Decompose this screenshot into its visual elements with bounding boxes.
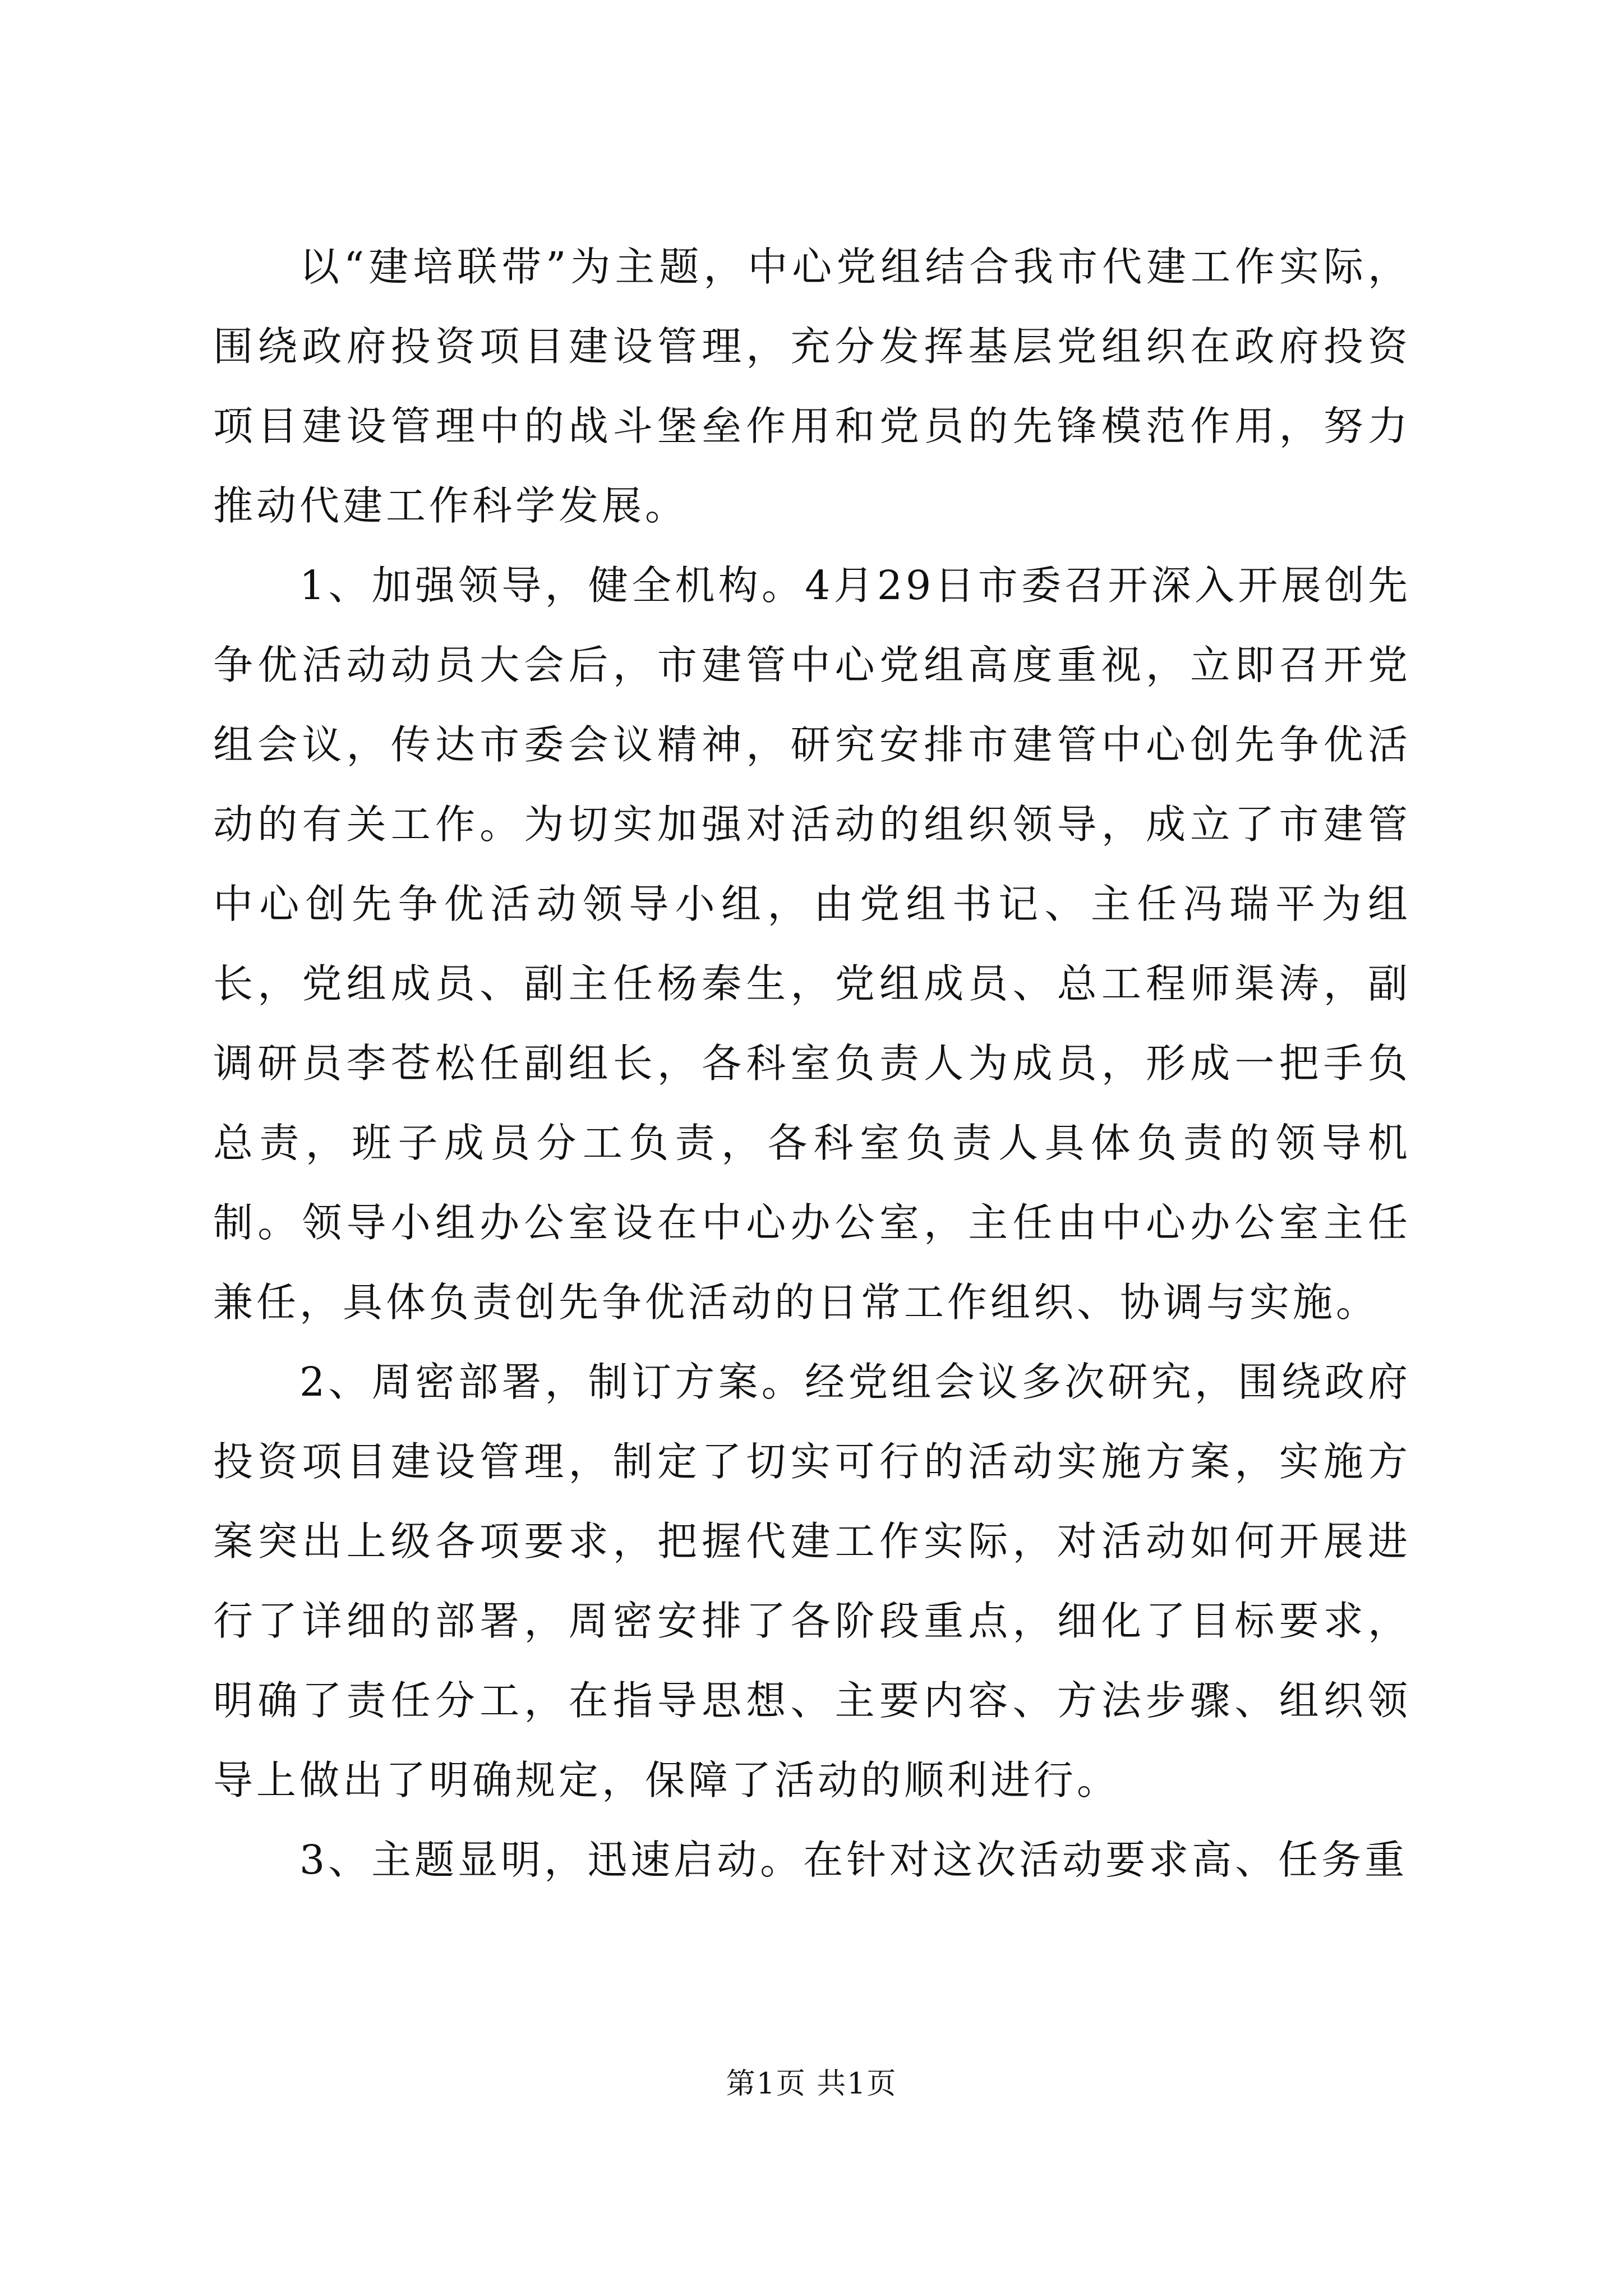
paragraph-2-deployment: 2、周密部署，制订方案。经党组会议多次研究，围绕政府投资项目建设管理，制定了切实可行的活动实施方案，实施方案突出上级各项要求，把握代建工作实际，对活动如何开展进行了详细的部署，周密安排了各阶段重点，细化了目标要求，明确了责任分工，在指导思想、主要内容、方法步骤、组织领导上做出了明确规定，保障了活动的顺利进行。 bbox=[213, 1359, 1411, 1803]
document-body bbox=[213, 227, 1411, 1900]
page-footer: 第1页 共1页 bbox=[726, 2067, 897, 2101]
paragraph-intro: 以“建培联带”为主题，中心党组结合我市代建工作实际，围绕政府投资项目建设管理，充分发挥基层党组织在政府投资项目建设管理中的战斗堡垒作用和党员的先锋模范作用，努力推动代建工作科学发展。 bbox=[213, 243, 1411, 529]
paragraph-1-leadership: 1、加强领导，健全机构。4月29日市委召开深入开展创先争优活动动员大会后，市建管中心党组高度重视，立即召开党组会议，传达市委会议精神，研究安排市建管中心创先争优活动的有关工作。为切实加强对活动的组织领导，成立了市建管中心创先争优活动领导小组，由党组书记、主任冯瑞平为组长，党组成员、副主任杨秦生，党组成员、总工程师渠涛，副调研员李苍松任副组长，各科室负责人为成员，形成一把手负总责，班子成员分工负责，各科室负责人具体负责的领导机制。领导小组办公室设在中心办公室，主任由中心办公室主任兼任，具体负责创先争优活动的日常工作组织、协调与实施。 bbox=[213, 562, 1411, 1326]
paragraph-3-launch: 3、主题显明，迅速启动。在针对这次活动要求高、任务重 bbox=[299, 1837, 1408, 1883]
